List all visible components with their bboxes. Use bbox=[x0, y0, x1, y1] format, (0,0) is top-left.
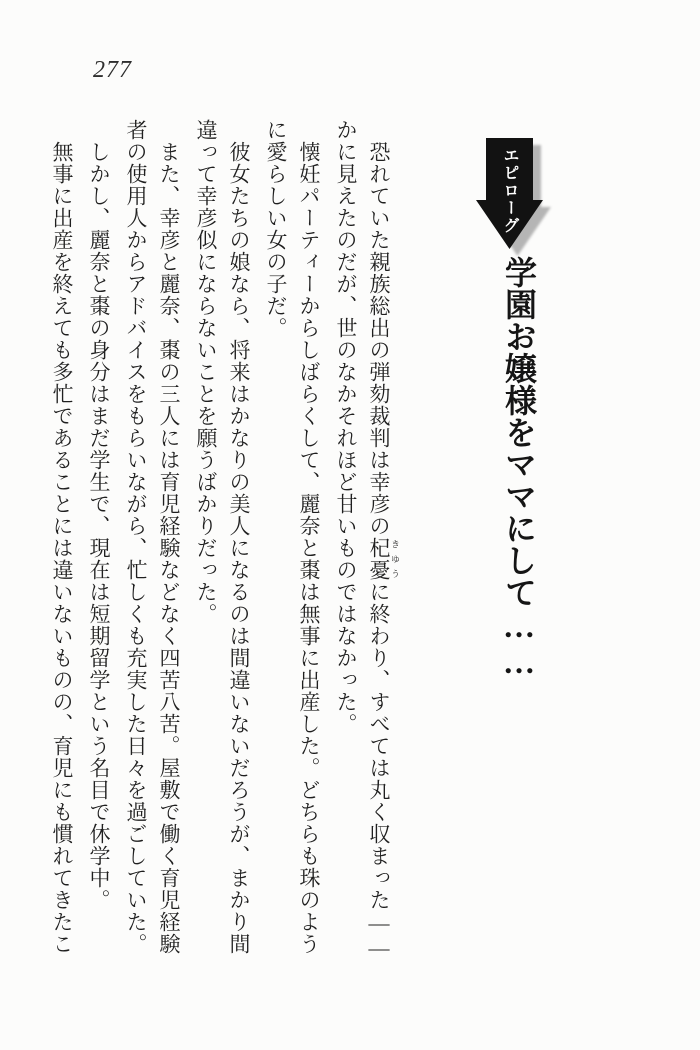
paragraph: 懐妊パーティーからしばらくして、麗奈と棗は無事に出産した。どちらも珠のように愛らしい女の子だ。 bbox=[264, 119, 321, 955]
page-number: 277 bbox=[93, 57, 132, 83]
furigana-ruby: 杞憂 きゆう bbox=[367, 537, 400, 581]
paragraph: 彼女たちの娘なら、将来はかなりの美人になるのは間違いないだろうが、まかり間違って幸彦似にならないことを願うばかりだった。 bbox=[194, 119, 251, 955]
epilogue-banner-label: エピローグ bbox=[501, 147, 518, 235]
paragraph: しかし、麗奈と棗の身分はまだ学生で、現在は短期留学という名目で休学中。 bbox=[87, 141, 111, 911]
paragraph: また、幸彦と麗奈、棗の三人には育児経験などなく四苦八苦。屋敷で働く育児経験者の使用人からアドバイスをもらいながら、忙しくも充実した日々を過ごしていた。 bbox=[124, 119, 181, 955]
paragraph: 恐れていた親族総出の弾劾裁判は幸彦の杞憂 きゆうに終わり、すべては丸く収まった――かに見えたのだが、世のなかそれほど甘いものではなかった。 bbox=[334, 119, 400, 961]
paragraph: 無事に出産を終えても多忙であることには違いないものの、育児にも慣れてきたこ bbox=[50, 141, 74, 955]
chapter-title: 学園お嬢様をママにして…… bbox=[501, 256, 537, 680]
body-text bbox=[41, 119, 400, 964]
